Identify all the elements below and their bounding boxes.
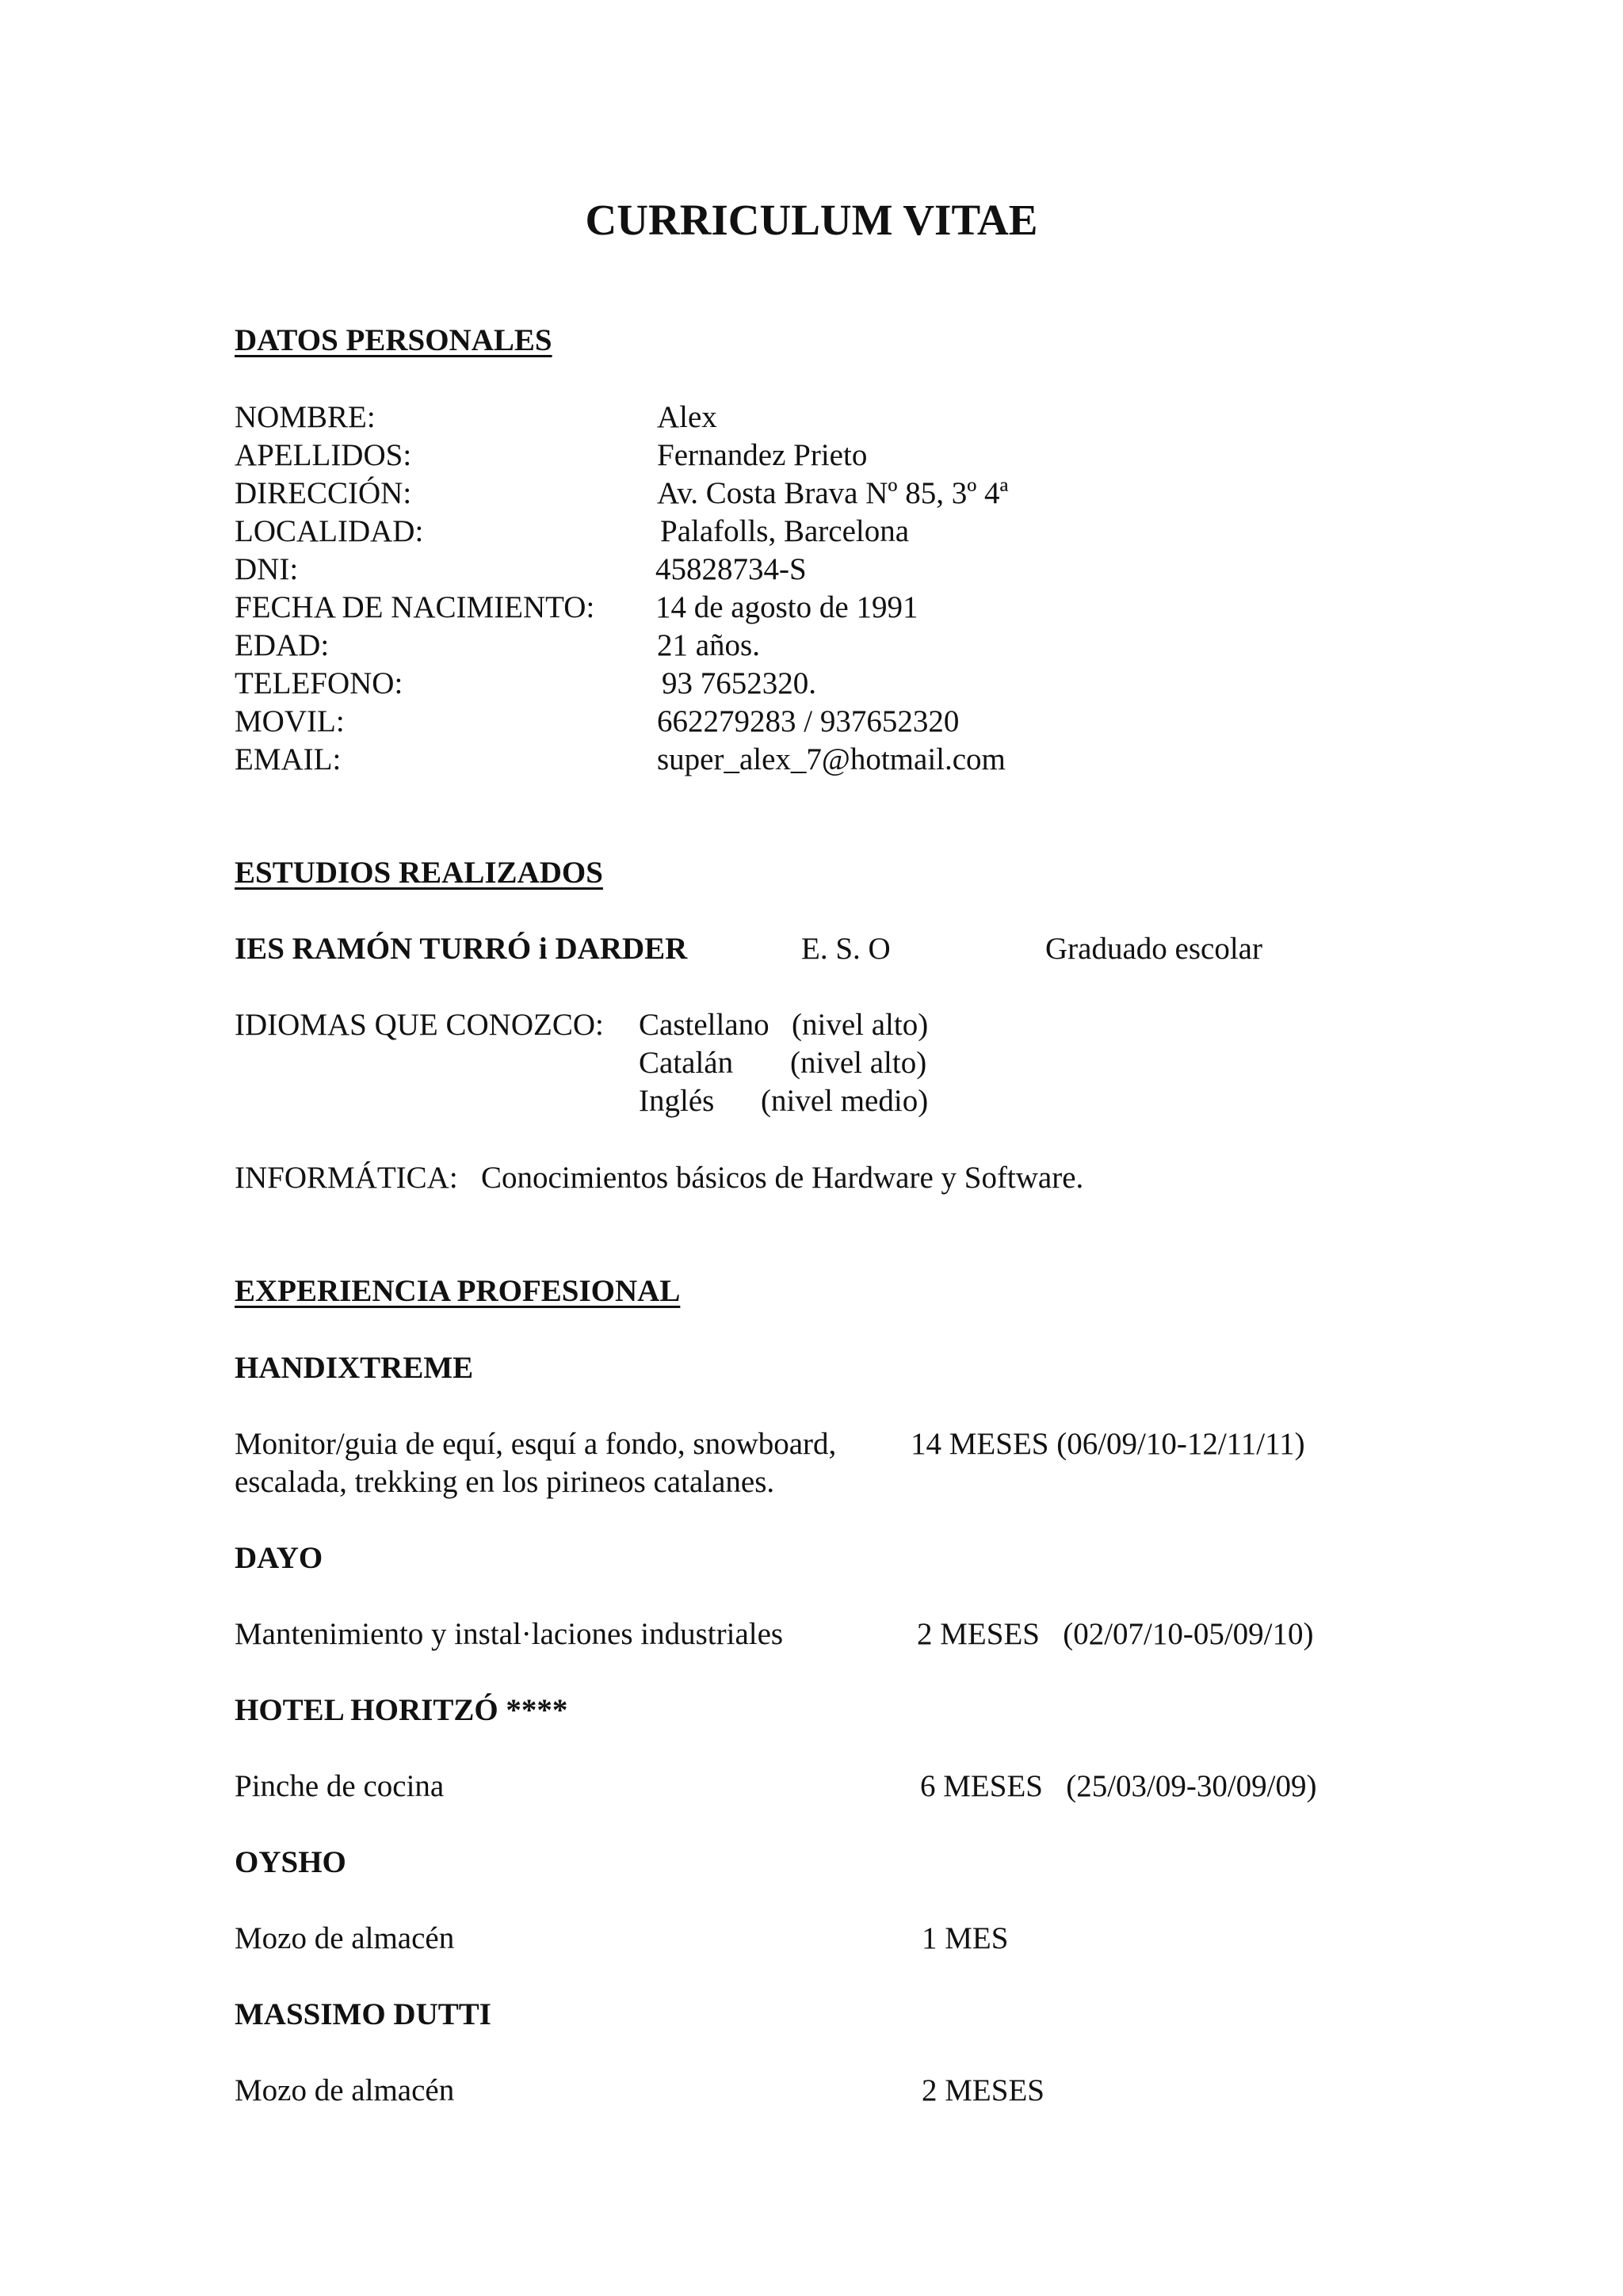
job-company: MASSIMO DUTTI <box>235 1997 491 2031</box>
language-level: (nivel alto) <box>790 1046 927 1080</box>
study-degree: Graduado escolar <box>1045 932 1262 966</box>
language-name: Catalán <box>639 1046 734 1080</box>
language-name: Inglés <box>639 1084 715 1118</box>
job-role: Mozo de almacén <box>235 1921 455 1955</box>
study-level: E. S. O <box>801 932 891 966</box>
job-role-continued: escalada, trekking en los pirineos catalanes. <box>235 1465 775 1499</box>
value-edad: 21 años. <box>657 628 760 662</box>
label-localidad: LOCALIDAD: <box>235 514 424 548</box>
job-company: OYSHO <box>235 1845 346 1879</box>
document-title: CURRICULUM VITAE <box>585 196 1038 244</box>
job-duration: 2 MESES <box>922 2073 1044 2107</box>
personal-heading: DATOS PERSONALES <box>235 323 552 357</box>
value-direccion: Av. Costa Brava Nº 85, 3º 4ª <box>657 476 1009 510</box>
label-telefono: TELEFONO: <box>235 666 403 700</box>
job-role: Mozo de almacén <box>235 2073 455 2107</box>
value-dni: 45828734-S <box>655 552 807 586</box>
school-name: IES RAMÓN TURRÓ i DARDER <box>235 932 688 966</box>
it-skills-label: INFORMÁTICA: <box>235 1161 458 1195</box>
label-direccion: DIRECCIÓN: <box>235 476 412 510</box>
label-apellidos: APELLIDOS: <box>235 438 412 472</box>
job-company: HOTEL HORITZÓ **** <box>235 1693 568 1727</box>
experience-heading: EXPERIENCIA PROFESIONAL <box>235 1274 681 1308</box>
job-company: DAYO <box>235 1541 323 1575</box>
label-movil: MOVIL: <box>235 704 345 738</box>
value-fecha-nacimiento: 14 de agosto de 1991 <box>655 590 918 624</box>
it-skills-text: Conocimientos básicos de Hardware y Software. <box>481 1161 1084 1195</box>
value-telefono: 93 7652320. <box>662 666 816 700</box>
job-duration: 6 MESES (25/03/09-30/09/09) <box>920 1769 1317 1803</box>
job-role: Mantenimiento y instal·laciones industriales <box>235 1617 784 1651</box>
value-nombre: Alex <box>657 400 717 434</box>
label-dni: DNI: <box>235 552 299 586</box>
job-role: Pinche de cocina <box>235 1769 445 1803</box>
job-duration: 1 MES <box>922 1921 1009 1955</box>
label-email: EMAIL: <box>235 742 342 776</box>
studies-heading: ESTUDIOS REALIZADOS <box>235 856 603 890</box>
job-duration: 14 MESES (06/09/10-12/11/11) <box>911 1427 1305 1461</box>
label-edad: EDAD: <box>235 628 330 662</box>
label-fecha-nacimiento: FECHA DE NACIMIENTO: <box>235 590 595 624</box>
language-name: Castellano <box>639 1008 769 1042</box>
value-localidad: Palafolls, Barcelona <box>660 514 910 548</box>
value-email: super_alex_7@hotmail.com <box>657 742 1006 776</box>
value-apellidos: Fernandez Prieto <box>657 438 868 472</box>
languages-label: IDIOMAS QUE CONOZCO: <box>235 1008 604 1042</box>
job-duration: 2 MESES (02/07/10-05/09/10) <box>917 1617 1314 1651</box>
job-company: HANDIXTREME <box>235 1351 474 1385</box>
job-role: Monitor/guia de equí, esquí a fondo, snowboard, <box>235 1427 837 1461</box>
value-movil: 662279283 / 937652320 <box>657 704 960 738</box>
label-nombre: NOMBRE: <box>235 400 376 434</box>
language-level: (nivel medio) <box>761 1084 929 1118</box>
language-level: (nivel alto) <box>792 1008 929 1042</box>
